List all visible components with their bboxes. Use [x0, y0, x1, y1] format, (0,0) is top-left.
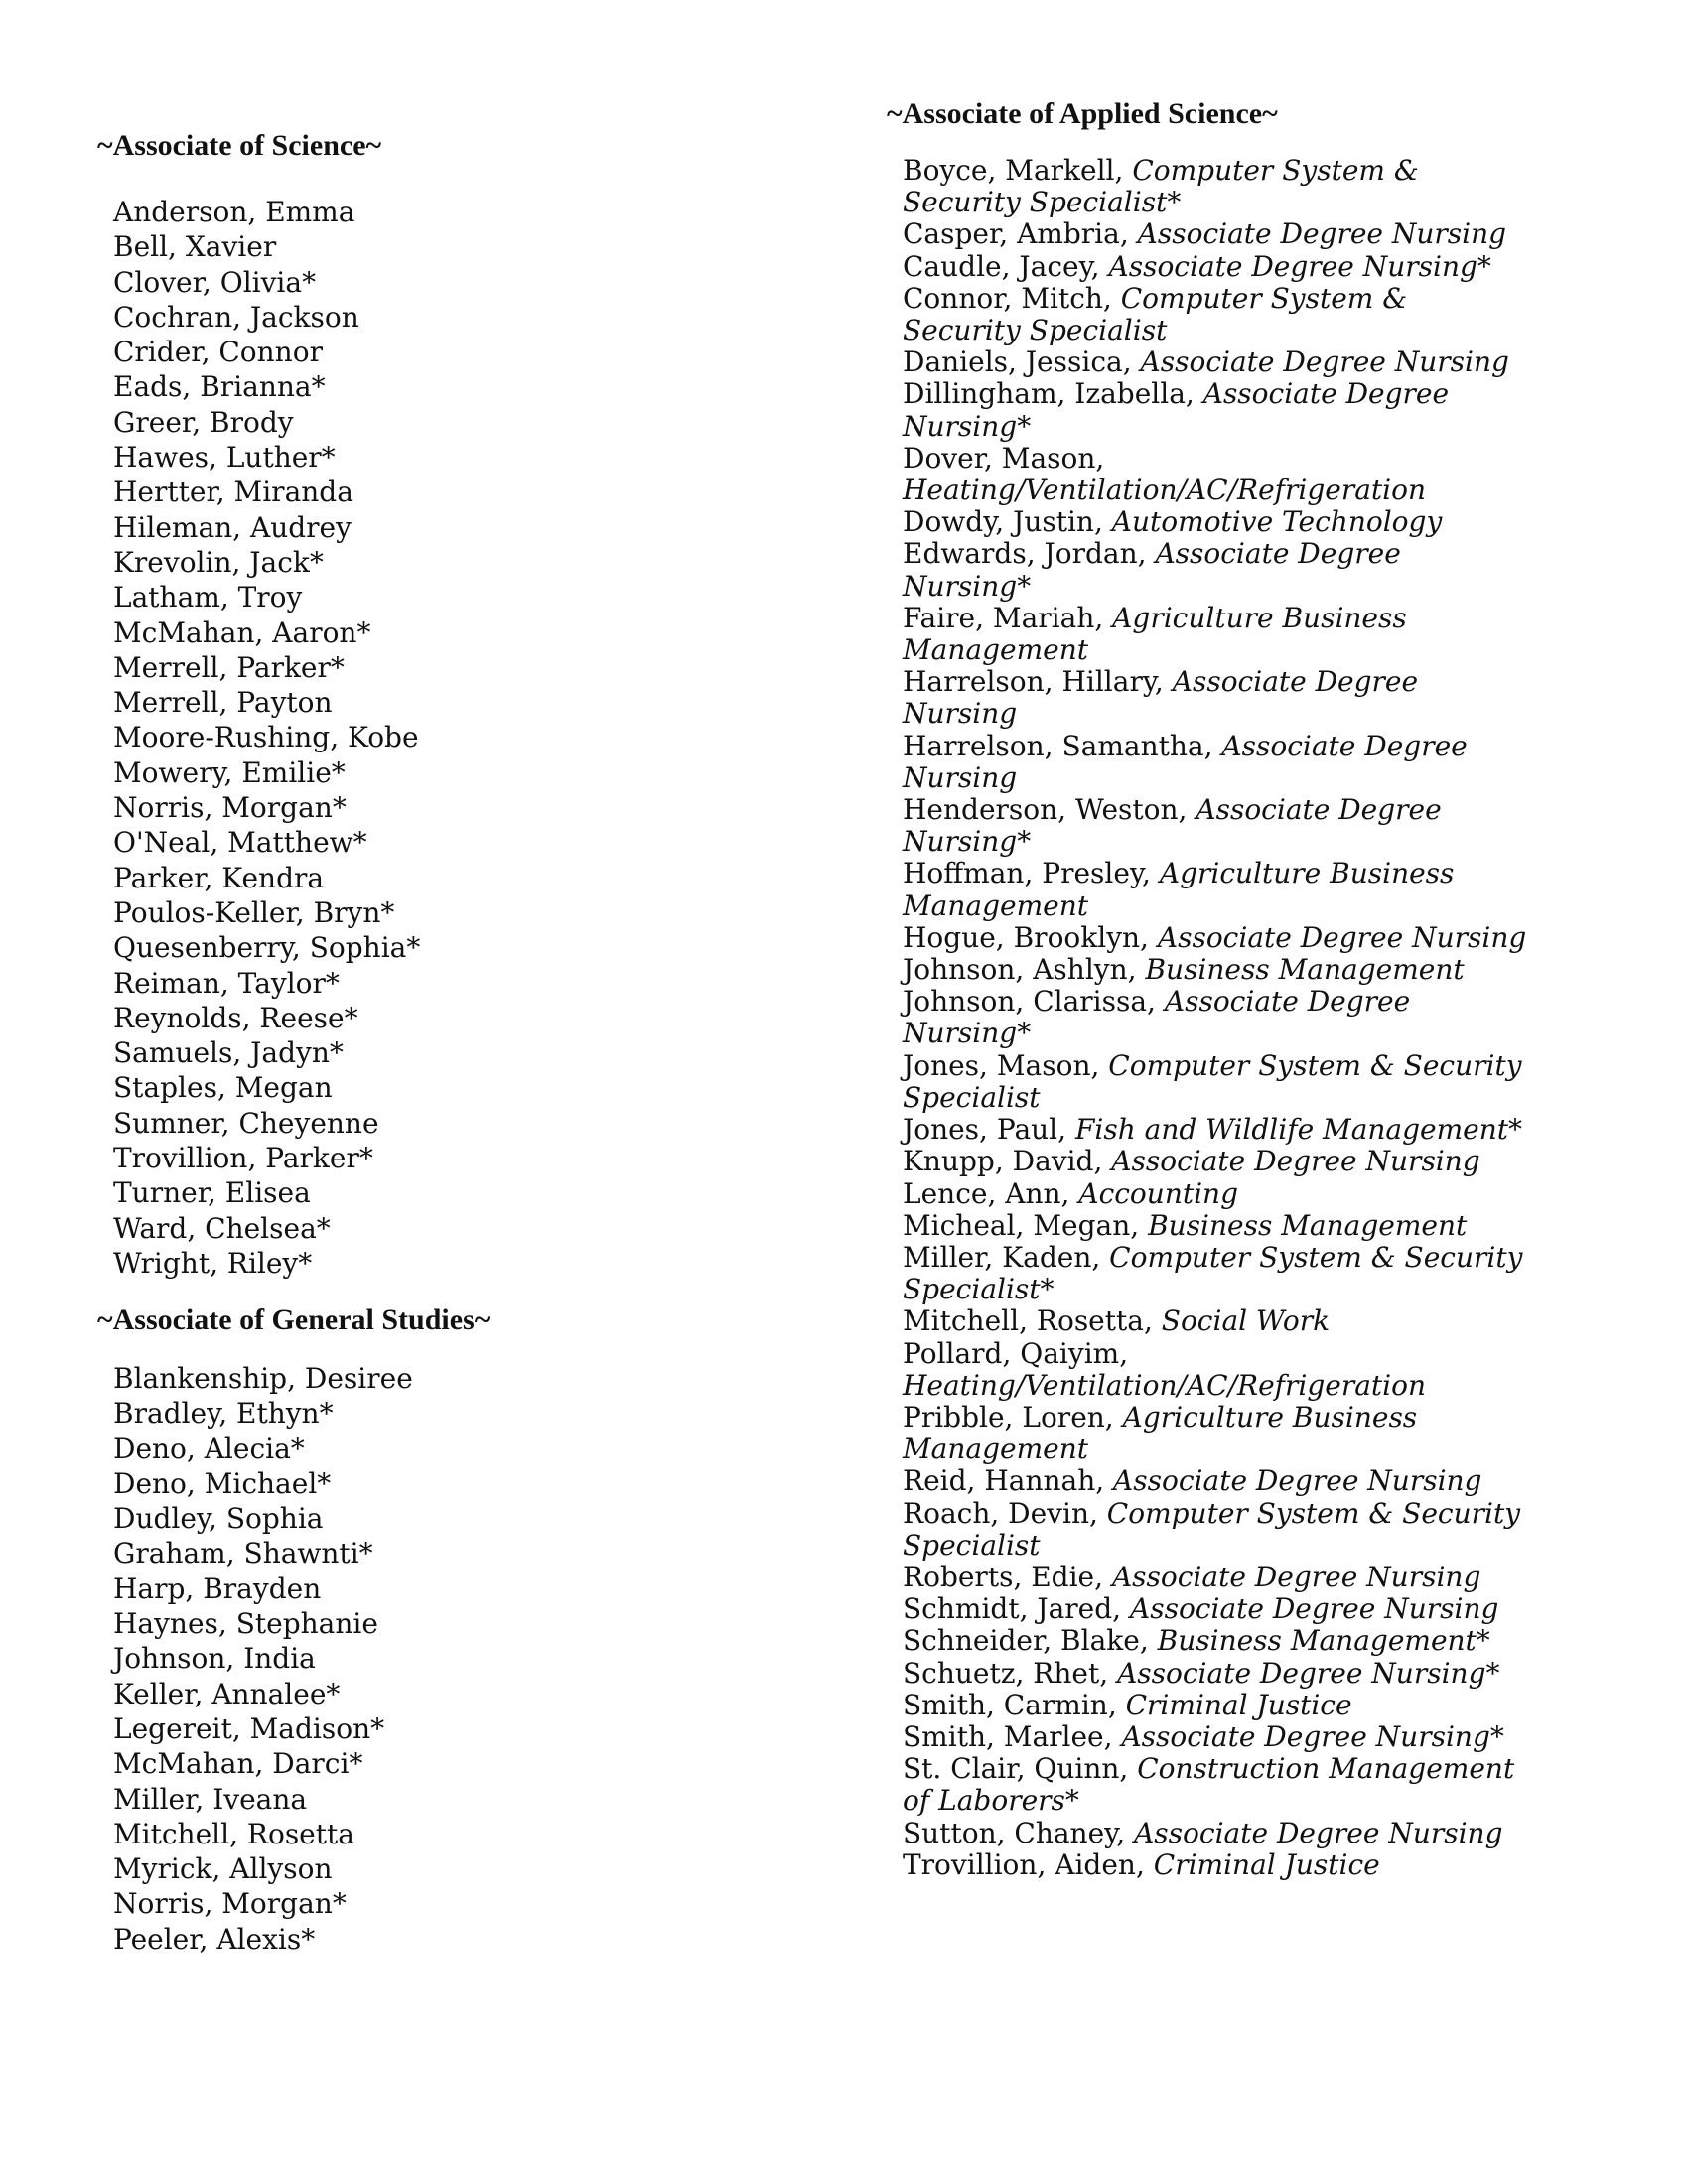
associate-of-general-studies-heading: ~Associate of General Studies~	[97, 1303, 491, 1336]
student-name: Dowdy, Justin,	[903, 505, 1103, 539]
graduate-entry	[903, 538, 1528, 602]
associate-of-applied-science-heading: ~Associate of Applied Science~	[887, 97, 1278, 130]
graduate-entry	[903, 1242, 1528, 1305]
student-name: Bell, Xavier	[113, 230, 277, 264]
graduate-entry	[903, 218, 1528, 250]
graduate-entry	[903, 1114, 1528, 1146]
degree-program: Associate Degree Nursing*	[1121, 1719, 1504, 1753]
graduate-entry	[903, 922, 1528, 954]
graduate-entry	[903, 1402, 1528, 1465]
student-name: Knupp, David,	[903, 1145, 1103, 1178]
student-name: Henderson, Weston,	[903, 793, 1188, 827]
student-name: Legereit, Madison*	[113, 1711, 385, 1745]
degree-program: Computer System & Security Specialist	[903, 1496, 1521, 1562]
student-name: Myrick, Allyson	[113, 1852, 333, 1886]
student-name: Hertter, Miranda	[113, 476, 353, 509]
degree-program: Social Work	[1161, 1304, 1331, 1338]
degree-program: Agriculture Business Management	[903, 1400, 1418, 1466]
student-name: Casper, Ambria,	[903, 217, 1129, 251]
graduate-entry	[903, 378, 1528, 442]
student-name: Moore-Rushing, Kobe	[113, 721, 419, 754]
student-name: Clover, Olivia*	[113, 265, 317, 299]
student-name: Dover, Mason,	[903, 441, 1105, 475]
graduate-entry	[903, 1849, 1528, 1881]
degree-program: Associate Degree Nursing	[903, 729, 1468, 794]
degree-program: Associate Degree Nursing*	[1108, 249, 1491, 283]
student-name: Norris, Morgan*	[113, 1887, 347, 1921]
degree-program: Accounting	[1078, 1176, 1239, 1210]
student-name: Staples, Megan	[113, 1071, 333, 1105]
graduate-entry	[903, 794, 1528, 858]
student-name: Poulos-Keller, Bryn*	[113, 895, 395, 929]
student-name: Hawes, Luther*	[113, 441, 336, 475]
graduate-entry	[903, 1658, 1528, 1690]
graduate-entry	[903, 1210, 1528, 1242]
degree-program: Computer System & Security Specialist	[903, 1048, 1522, 1114]
student-name: Smith, Marlee,	[903, 1719, 1113, 1753]
graduate-entry	[903, 603, 1528, 666]
student-name: Dillingham, Izabella,	[903, 377, 1195, 411]
degree-program: Computer System & Security Specialist	[903, 281, 1408, 347]
student-name: Schuetz, Rhet,	[903, 1656, 1109, 1690]
student-name: Hileman, Audrey	[113, 510, 352, 544]
student-name: Parker, Kendra	[113, 861, 325, 894]
student-name: Connor, Mitch,	[903, 281, 1112, 315]
student-name: Haynes, Stephanie	[113, 1607, 378, 1641]
degree-program: Associate Degree Nursing	[1140, 345, 1509, 379]
degree-program: Associate Degree Nursing*	[903, 793, 1442, 859]
student-name: Bradley, Ethyn*	[113, 1397, 334, 1431]
student-name: Quesenberry, Sophia*	[113, 931, 421, 965]
student-name: Johnson, Ashlyn,	[903, 953, 1137, 987]
student-name: Johnson, Clarissa,	[903, 985, 1156, 1019]
student-name: Eads, Brianna*	[113, 370, 326, 404]
student-name: Reiman, Taylor*	[113, 966, 340, 1000]
student-name: Sutton, Chaney,	[903, 1816, 1126, 1849]
graduate-entry	[903, 986, 1528, 1049]
degree-program: Associate Degree Nursing	[1137, 217, 1507, 251]
student-name: Roach, Devin,	[903, 1496, 1098, 1530]
associate-of-science-heading: ~Associate of Science~	[97, 129, 382, 162]
student-name: Lence, Ann,	[903, 1176, 1070, 1210]
student-name: Turner, Elisea	[113, 1176, 311, 1210]
degree-program: Fish and Wildlife Management*	[1074, 1113, 1523, 1147]
student-name: McMahan, Aaron*	[113, 615, 371, 649]
student-name: Harrelson, Samantha,	[903, 729, 1213, 762]
student-name: Trovillion, Parker*	[113, 1142, 373, 1175]
degree-program: Computer System & Security Specialist*	[903, 154, 1419, 219]
student-name: Peeler, Alexis*	[113, 1922, 316, 1956]
student-name: Schneider, Blake,	[903, 1624, 1149, 1658]
student-name: Graham, Shawnti*	[113, 1537, 373, 1570]
student-name: Blankenship, Desiree	[113, 1362, 413, 1395]
graduate-entry	[903, 1818, 1528, 1849]
graduate-entry	[903, 1690, 1528, 1721]
graduate-entry	[903, 1562, 1528, 1593]
degree-program: Criminal Justice	[1125, 1688, 1352, 1721]
student-name: Edwards, Jordan,	[903, 537, 1147, 571]
student-name: Harrelson, Hillary,	[903, 665, 1164, 699]
student-name: Merrell, Parker*	[113, 650, 345, 684]
student-name: Daniels, Jessica,	[903, 345, 1132, 379]
graduate-entry	[903, 251, 1528, 283]
student-name: Samuels, Jadyn*	[113, 1036, 344, 1070]
student-name: Wright, Riley*	[113, 1246, 313, 1280]
graduate-entry	[903, 1465, 1528, 1497]
student-name: Caudle, Jacey,	[903, 249, 1100, 283]
degree-program: Automotive Technology	[1111, 505, 1443, 539]
degree-program: Associate Degree Nursing	[903, 665, 1419, 731]
student-name: Anderson, Emma	[113, 196, 355, 228]
student-name: Sumner, Cheyenne	[113, 1106, 379, 1140]
student-name: Jones, Paul,	[903, 1113, 1067, 1147]
student-name: Norris, Morgan*	[113, 791, 347, 825]
student-name: Micheal, Megan,	[903, 1208, 1140, 1242]
student-name: Miller, Iveana	[113, 1782, 308, 1816]
student-name: Mitchell, Rosetta,	[903, 1304, 1153, 1338]
student-name: Deno, Alecia*	[113, 1432, 305, 1465]
student-name: Pribble, Loren,	[903, 1400, 1114, 1433]
degree-program: Associate Degree Nursing	[1157, 920, 1527, 954]
graduate-entry	[903, 1498, 1528, 1562]
student-name: Smith, Carmin,	[903, 1688, 1117, 1721]
degree-program: Associate Degree Nursing*	[1117, 1656, 1500, 1690]
degree-program: Associate Degree Nursing	[1111, 1145, 1480, 1178]
graduate-entry	[903, 1625, 1528, 1657]
student-name: Boyce, Markell,	[903, 154, 1124, 187]
student-name: Merrell, Payton	[113, 686, 333, 720]
degree-program: Associate Degree Nursing*	[903, 537, 1401, 603]
graduate-entry	[903, 1050, 1528, 1114]
graduate-entry	[903, 858, 1528, 921]
graduate-entry	[903, 666, 1528, 730]
student-name: Dudley, Sophia	[113, 1502, 324, 1536]
student-name: Ward, Chelsea*	[113, 1211, 331, 1245]
degree-program: Construction Management of Laborers*	[903, 1752, 1515, 1818]
graduate-entry	[903, 1178, 1528, 1210]
graduate-entry	[903, 1305, 1528, 1337]
degree-program: Associate Degree Nursing	[1113, 1464, 1482, 1498]
student-name: Mitchell, Rosetta	[113, 1817, 354, 1850]
degree-program: Associate Degree Nursing*	[903, 377, 1450, 443]
student-name: Keller, Annalee*	[113, 1677, 341, 1710]
student-name: Johnson, India	[113, 1642, 316, 1676]
student-name: Krevolin, Jack*	[113, 545, 324, 579]
graduate-entry	[903, 1338, 1528, 1402]
student-name: Cochran, Jackson	[113, 300, 359, 334]
degree-program: Criminal Justice	[1153, 1847, 1380, 1881]
degree-program: Heating/Ventilation/AC/Refrigeration	[903, 1368, 1427, 1402]
graduate-entry	[903, 1146, 1528, 1177]
student-name: Crider, Connor	[113, 336, 323, 369]
graduate-entry	[903, 283, 1528, 346]
student-name: Hogue, Brooklyn,	[903, 920, 1149, 954]
student-name: Deno, Michael*	[113, 1466, 332, 1500]
degree-program: Business Management*	[1157, 1624, 1490, 1658]
degree-program: Agriculture Business Management	[903, 601, 1407, 667]
student-name: St. Clair, Quinn,	[903, 1752, 1129, 1786]
student-name: Miller, Kaden,	[903, 1240, 1101, 1274]
degree-program: Associate Degree Nursing	[1111, 1560, 1481, 1593]
graduate-entry	[903, 155, 1528, 218]
graduate-entry	[903, 1753, 1528, 1817]
degree-program: Associate Degree Nursing	[1134, 1816, 1503, 1849]
student-name: Schmidt, Jared,	[903, 1592, 1122, 1626]
degree-program: Agriculture Business Management	[903, 857, 1455, 922]
graduate-entry	[903, 731, 1528, 794]
associate-of-science-list	[113, 195, 420, 1281]
graduate-entry	[903, 506, 1528, 538]
student-name: O'Neal, Matthew*	[113, 826, 367, 860]
student-name: Mowery, Emilie*	[113, 755, 346, 789]
graduate-entry	[903, 1721, 1528, 1753]
student-name: Latham, Troy	[113, 581, 303, 614]
graduate-entry	[903, 346, 1528, 378]
student-name: Reid, Hannah,	[903, 1464, 1105, 1498]
associate-of-general-studies-list	[113, 1361, 413, 1957]
graduate-entry	[903, 954, 1528, 986]
student-name: Harp, Brayden	[113, 1571, 322, 1605]
student-name: Faire, Mariah,	[903, 601, 1104, 634]
student-name: Roberts, Edie,	[903, 1560, 1104, 1593]
degree-program: Associate Degree Nursing*	[903, 985, 1411, 1050]
degree-program: Computer System & Security Specialist*	[903, 1240, 1523, 1306]
student-name: Pollard, Qaiyim,	[903, 1336, 1129, 1370]
graduate-entry	[903, 1593, 1528, 1625]
student-name: Jones, Mason,	[903, 1048, 1100, 1082]
degree-program: Business Management	[1145, 953, 1465, 987]
student-name: Hoffman, Presley,	[903, 857, 1151, 890]
degree-program: Associate Degree Nursing	[1129, 1592, 1499, 1626]
associate-of-applied-science-list	[903, 155, 1528, 1881]
degree-program: Heating/Ventilation/AC/Refrigeration	[903, 474, 1427, 507]
student-name: Greer, Brody	[113, 405, 294, 439]
graduate-entry	[903, 443, 1528, 506]
student-name: McMahan, Darci*	[113, 1747, 363, 1781]
student-name: Reynolds, Reese*	[113, 1001, 358, 1034]
student-name: Trovillion, Aiden,	[903, 1847, 1145, 1881]
degree-program: Business Management	[1148, 1208, 1468, 1242]
